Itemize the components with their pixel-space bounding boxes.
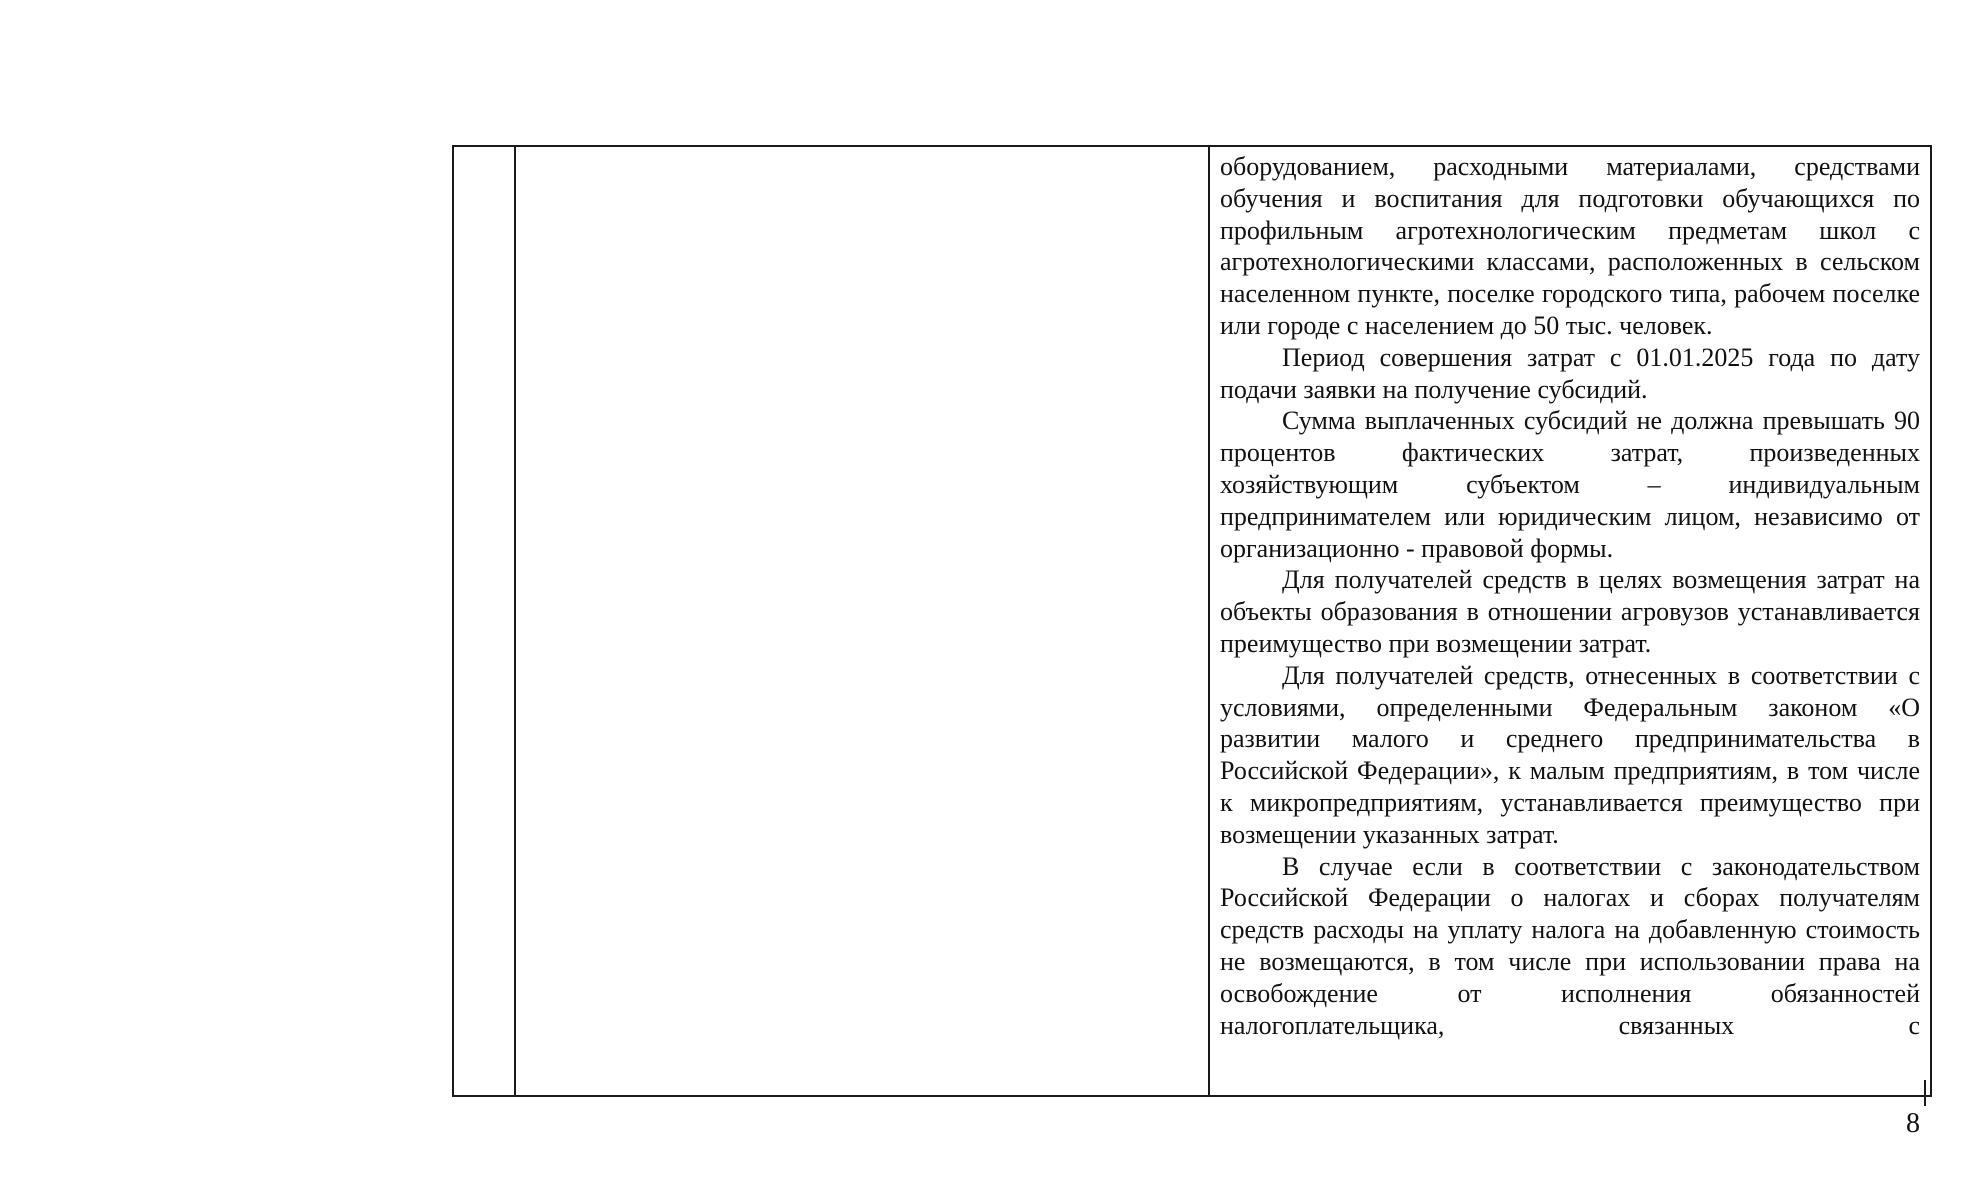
document-table (452, 145, 1932, 1097)
table-border-tick (1924, 1080, 1926, 1106)
paragraph-subsidy-limit: Сумма выплаченных субсидий не должна превышать 90 процентов фактических затрат, произведенных хозяйствующим субъектом – индивидуальным предпринимателем или юридическим лицом, независимо от организационно - правовой формы. (1220, 406, 1920, 563)
table-column-name (516, 147, 1210, 1095)
paragraph-continuation: оборудованием, расходными материалами, средствами обучения и воспитания для подготовки обучающихся по профильным агротехнологическим предметам школ с агротехнологическими классами, расположенных в сельском населенном пункте, поселке городского типа, рабочем поселке или городе с населением до 50 тыс. человек. (1220, 152, 1920, 340)
paragraph-vat: В случае если в соответствии с законодательством Российской Федерации о налогах и сборах получателям средств расходы на уплату налога на добавленную стоимость не возмещаются, в том числе при использовании права на освобождение от исполнения обязанностей налогоплательщика, связанных с (1220, 851, 1920, 1040)
table-column-number (454, 147, 516, 1095)
page-number: 8 (1906, 1108, 1920, 1139)
paragraph-agro-universities: Для получателей средств в целях возмещения затрат на объекты образования в отношении агровузов устанавливается преимущество при возмещении затрат. (1220, 565, 1920, 658)
paragraph-small-business: Для получателей средств, отнесенных в соответствии с условиями, определенными Федеральным законом «О развитии малого и среднего предпринимательства в Российской Федерации», к малым предприятиям, в том числе к микропредприятиям, устанавливается преимущество при возмещении указанных затрат. (1220, 660, 1920, 849)
paragraph-period: Период совершения затрат с 01.01.2025 года по дату подачи заявки на получение субсидий. (1220, 342, 1920, 404)
table-column-description (1210, 147, 1930, 1095)
